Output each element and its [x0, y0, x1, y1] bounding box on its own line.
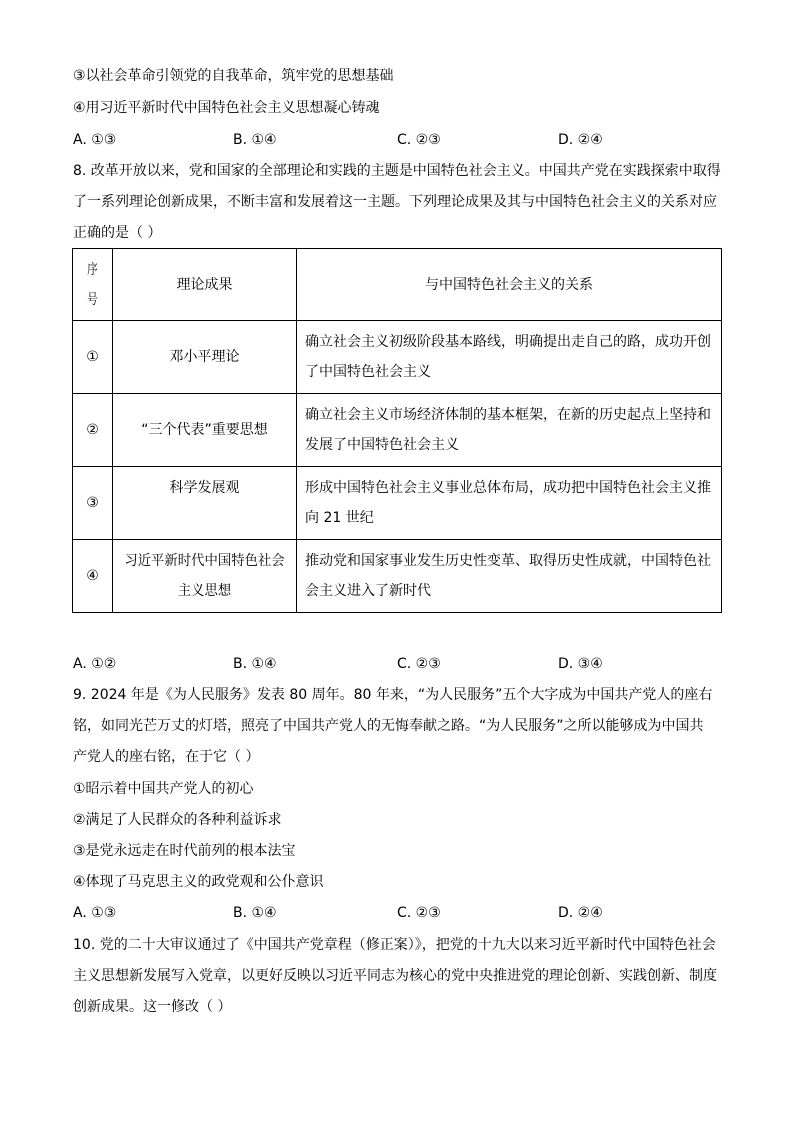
- q7-option-d[interactable]: D. ②④: [558, 132, 603, 148]
- q9-stem-line-3: 产党人的座右铭，在于它（ ）: [73, 749, 260, 765]
- q10-stem-line-3: 创新成果。这一修改（ ）: [73, 999, 232, 1015]
- row-number: ①: [73, 321, 113, 394]
- q8-stem-line-3: 正确的是（ ）: [73, 225, 162, 241]
- table-row: [73, 321, 722, 394]
- row-theory: 邓小平理论: [113, 321, 297, 394]
- row-number: ④: [73, 540, 113, 613]
- header-relation: 与中国特色社会主义的关系: [297, 249, 722, 321]
- row-number: ②: [73, 394, 113, 467]
- q8-option-d[interactable]: D. ③④: [558, 656, 603, 672]
- q7-item-3: ③以社会革命引领党的自我革命，筑牢党的思想基础: [73, 68, 394, 84]
- q7-item-4: ④用习近平新时代中国特色社会主义思想凝心铸魂: [73, 100, 380, 116]
- row-relation: 确立社会主义市场经济体制的基本框架，在新的历史起点上坚持和 发展了中国特色社会主义: [297, 394, 722, 467]
- q10-stem-line-2: 主义思想新发展写入党章，以更好反映以习近平同志为核心的党中央推进党的理论创新、实践创新、制度: [73, 968, 717, 984]
- q9-item-1: ①昭示着中国共产党人的初心: [73, 781, 254, 797]
- table-header-row: [73, 249, 722, 321]
- q9-item-4: ④体现了马克思主义的政党观和公仆意识: [73, 874, 324, 890]
- q9-stem-line-2: 铭，如同光芒万丈的灯塔，照亮了中国共产党人的无悔奉献之路。“为人民服务”之所以能够成为中国共: [73, 718, 704, 734]
- q9-option-b[interactable]: B. ①④: [233, 905, 277, 921]
- q10-stem-line-1: 10. 党的二十大审议通过了《中国共产党章程（修正案）》，把党的十九大以来习近平新时代中国特色社会: [73, 937, 716, 953]
- row-relation: 形成中国特色社会主义事业总体布局，成功把中国特色社会主义推 向 21 世纪: [297, 467, 722, 540]
- q7-option-b[interactable]: B. ①④: [233, 132, 277, 148]
- q7-option-a[interactable]: A. ①③: [73, 132, 117, 148]
- q7-option-c[interactable]: C. ②③: [397, 132, 441, 148]
- header-number: 序 号: [73, 249, 113, 321]
- q8-option-a[interactable]: A. ①②: [73, 656, 117, 672]
- row-relation: 推动党和国家事业发生历史性变革、取得历史性成就，中国特色社 会主义进入了新时代: [297, 540, 722, 613]
- q8-theory-table: [72, 248, 722, 613]
- q8-option-b[interactable]: B. ①④: [233, 656, 277, 672]
- table-row: [73, 394, 722, 467]
- row-theory: 科学发展观: [113, 467, 297, 540]
- q9-item-3: ③是党永远走在时代前列的根本法宝: [73, 843, 296, 859]
- row-number: ③: [73, 467, 113, 540]
- q9-option-a[interactable]: A. ①③: [73, 905, 117, 921]
- row-theory: “三个代表”重要思想: [113, 394, 297, 467]
- row-theory: 习近平新时代中国特色社会 主义思想: [113, 540, 297, 613]
- q9-option-d[interactable]: D. ②④: [558, 905, 603, 921]
- q8-option-c[interactable]: C. ②③: [397, 656, 441, 672]
- q9-option-c[interactable]: C. ②③: [397, 905, 441, 921]
- row-relation: 确立社会主义初级阶段基本路线，明确提出走自己的路，成功开创 了中国特色社会主义: [297, 321, 722, 394]
- table-row: [73, 540, 722, 613]
- q9-stem-line-1: 9. 2024 年是《为人民服务》发表 80 周年。80 年来，“为人民服务”五个大字成为中国共产党人的座右: [73, 687, 713, 703]
- header-theory: 理论成果: [113, 249, 297, 321]
- table-row: [73, 467, 722, 540]
- q9-item-2: ②满足了人民群众的各种利益诉求: [73, 812, 282, 828]
- q8-stem-line-1: 8. 改革开放以来，党和国家的全部理论和实践的主题是中国特色社会主义。中国共产党在实践探索中取得: [73, 163, 721, 179]
- q8-stem-line-2: 了一系列理论创新成果，不断丰富和发展着这一主题。下列理论成果及其与中国特色社会主义的关系对应: [73, 194, 717, 210]
